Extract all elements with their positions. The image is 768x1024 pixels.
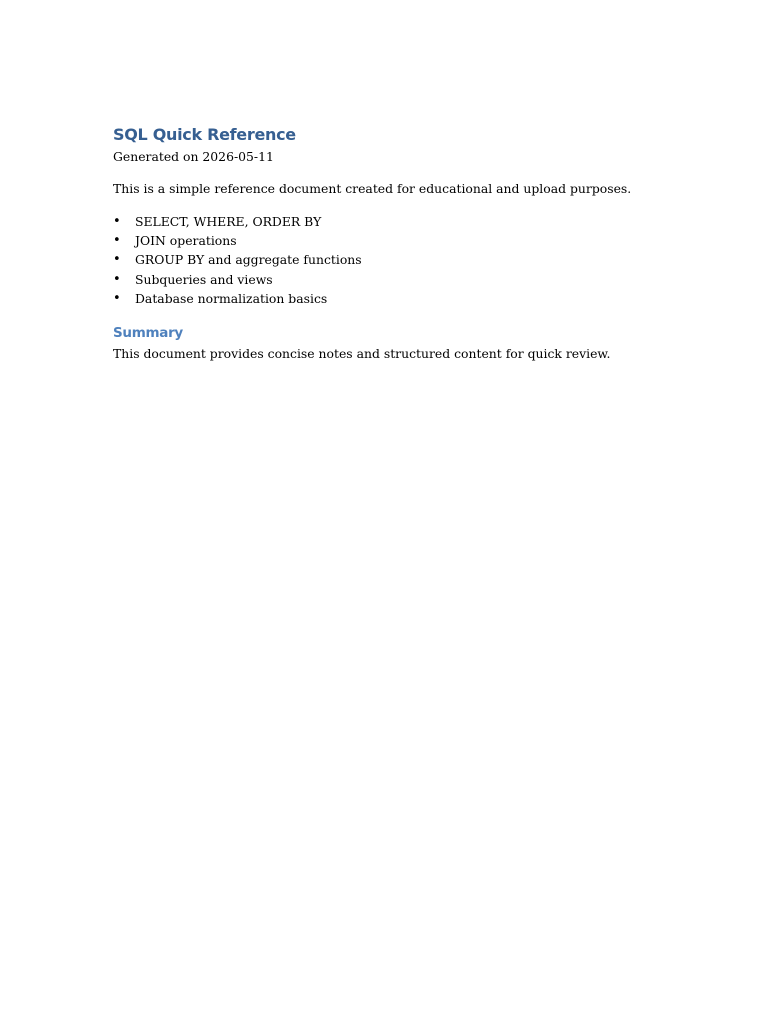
list-item-text: Database normalization basics bbox=[135, 290, 328, 306]
list-item bbox=[113, 289, 673, 308]
topic-list bbox=[113, 212, 673, 308]
list-item-text: JOIN operations bbox=[135, 233, 237, 249]
generated-date: Generated on 2026-05-11 bbox=[113, 149, 274, 164]
list-item-text: Subqueries and views bbox=[135, 271, 273, 287]
list-item-text: GROUP BY and aggregate functions bbox=[135, 252, 362, 268]
bullet-icon: • bbox=[113, 290, 121, 306]
list-item bbox=[113, 212, 673, 231]
summary-paragraph: This document provides concise notes and structured content for quick review. bbox=[113, 345, 611, 361]
intro-paragraph: This is a simple reference document created for educational and upload purposes. bbox=[113, 181, 632, 196]
bullet-icon: • bbox=[113, 271, 121, 287]
bullet-icon: • bbox=[113, 233, 121, 249]
document-title: SQL Quick Reference bbox=[113, 125, 296, 144]
list-item-text: SELECT, WHERE, ORDER BY bbox=[135, 214, 322, 229]
list-item bbox=[113, 270, 673, 289]
bullet-icon: • bbox=[113, 214, 121, 229]
list-item bbox=[113, 250, 673, 269]
bullet-icon: • bbox=[113, 252, 121, 268]
summary-heading: Summary bbox=[113, 324, 183, 341]
list-item bbox=[113, 231, 673, 250]
document-body bbox=[113, 124, 673, 363]
